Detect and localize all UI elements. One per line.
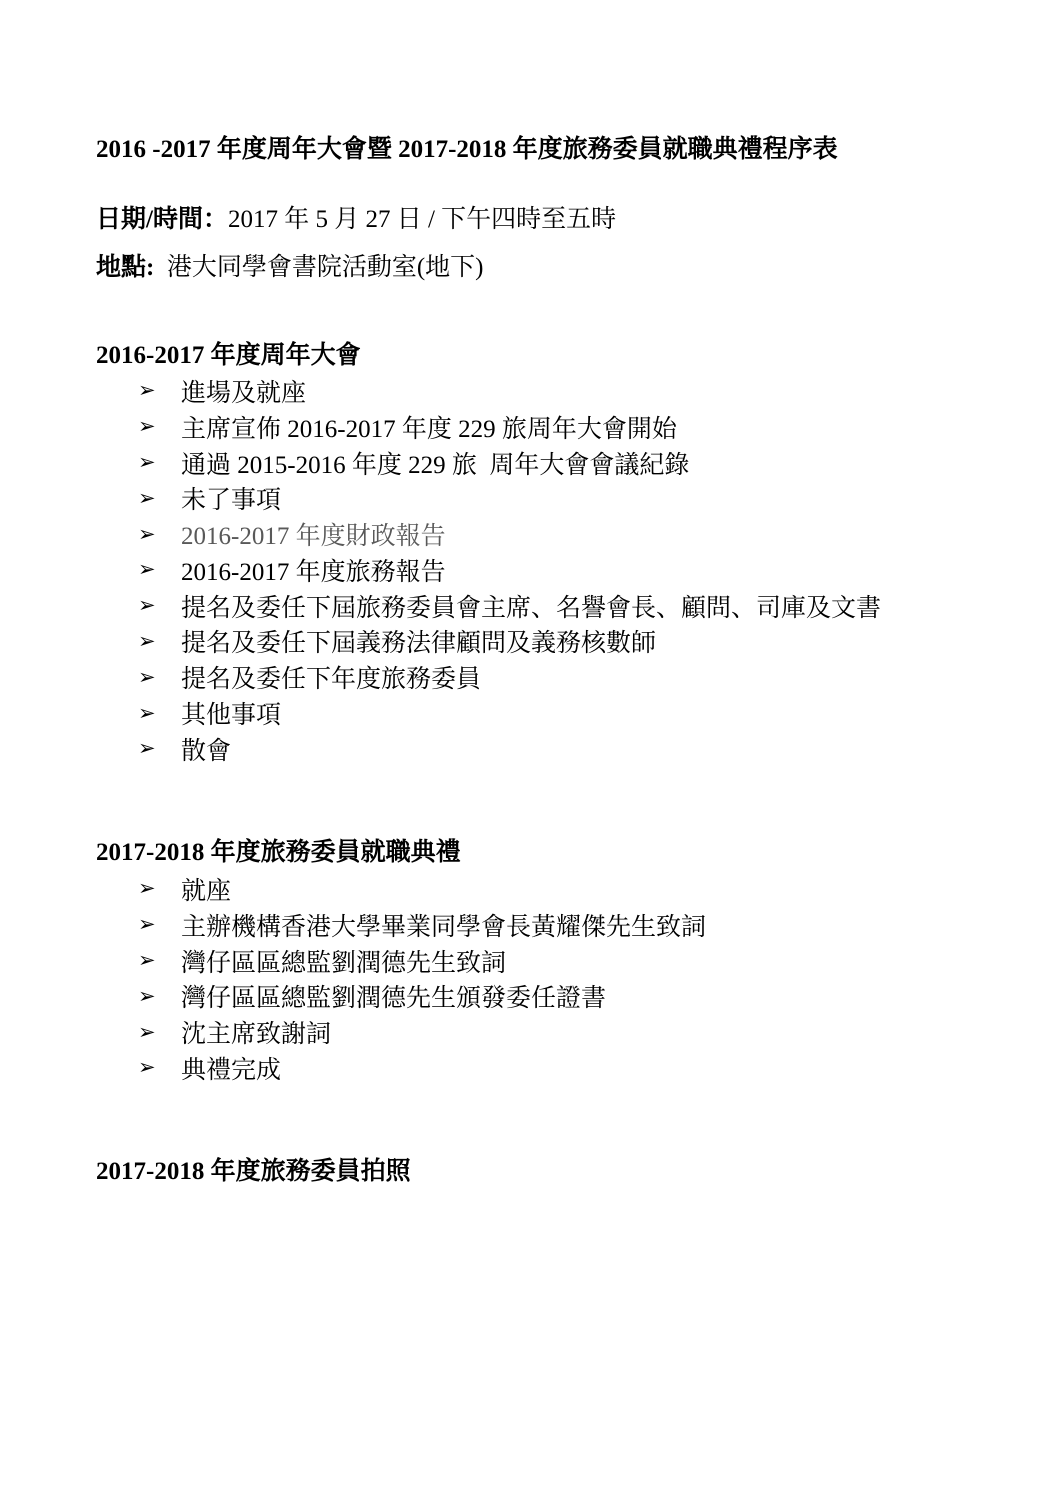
- list-item-text: 灣仔區區總監劉潤德先生致詞: [181, 949, 507, 977]
- arrowhead-bullet-icon: ➢: [138, 947, 156, 972]
- list-item-text: 主辦機構香港大學畢業同學會長黃耀傑先生致詞: [181, 913, 707, 941]
- document-title: 2016 -2017 年度周年大會暨 2017-2018 年度旅務委員就職典禮程序表: [96, 136, 838, 163]
- list-item-text: 灣仔區區總監劉潤德先生頒發委任證書: [181, 985, 607, 1013]
- list-item-text: 2016-2017 年度財政報告: [181, 523, 446, 551]
- arrowhead-bullet-icon: ➢: [138, 664, 156, 689]
- list-item: [130, 373, 881, 409]
- list-item-text: 就座: [181, 877, 232, 905]
- list-item-text: 提名及委任下屆義務法律顧問及義務核數師: [181, 630, 657, 658]
- list-item: [130, 978, 706, 1014]
- arrowhead-bullet-icon: ➢: [138, 593, 156, 618]
- list-item: [130, 480, 881, 516]
- section-heading-inauguration: 2017-2018 年度旅務委員就職典禮: [96, 839, 461, 866]
- arrowhead-bullet-icon: ➢: [138, 983, 156, 1008]
- arrowhead-bullet-icon: ➢: [138, 485, 156, 510]
- list-item: [130, 552, 881, 588]
- list-item-text: 散會: [181, 737, 232, 765]
- arrowhead-bullet-icon: ➢: [138, 378, 156, 403]
- list-item-text: 其他事項: [181, 702, 282, 730]
- venue-line: [96, 252, 483, 284]
- arrowhead-bullet-icon: ➢: [138, 557, 156, 582]
- section-heading-agm: 2016-2017 年度周年大會: [96, 342, 361, 369]
- list-item: [130, 1050, 706, 1086]
- list-item: [130, 659, 881, 695]
- list-item: [130, 516, 881, 552]
- list-item-text: 提名及委任下屆旅務委員會主席、名譽會長、顧問、司庫及文書: [181, 594, 882, 622]
- list-item-text: 典禮完成: [181, 1056, 282, 1084]
- list-item: [130, 907, 706, 943]
- list-item: [130, 871, 706, 907]
- list-item-text: 進場及就座: [181, 379, 307, 407]
- arrowhead-bullet-icon: ➢: [138, 449, 156, 474]
- list-item-text: 2016-2017 年度旅務報告: [181, 558, 446, 586]
- date-time-line: [96, 204, 616, 236]
- list-item: [130, 1014, 706, 1050]
- arrowhead-bullet-icon: ➢: [138, 700, 156, 725]
- arrowhead-bullet-icon: ➢: [138, 912, 156, 937]
- list-item: [130, 409, 881, 445]
- arrowhead-bullet-icon: ➢: [138, 876, 156, 901]
- date-time-label: 日期/時間：: [96, 206, 228, 233]
- list-item-text: 主席宣佈 2016-2017 年度 229 旅周年大會開始: [181, 415, 677, 443]
- section-heading-photo: 2017-2018 年度旅務委員拍照: [96, 1158, 411, 1185]
- list-item: [130, 731, 881, 767]
- arrowhead-bullet-icon: ➢: [138, 736, 156, 761]
- arrowhead-bullet-icon: ➢: [138, 414, 156, 439]
- arrowhead-bullet-icon: ➢: [138, 521, 156, 546]
- arrowhead-bullet-icon: ➢: [138, 1019, 156, 1044]
- venue-label: 地點:: [96, 254, 155, 281]
- list-item: [130, 588, 881, 624]
- list-item: [130, 445, 881, 481]
- list-item: [130, 943, 706, 979]
- list-item-text: 未了事項: [181, 487, 282, 515]
- list-item: [130, 624, 881, 660]
- list-item-text: 沈主席致謝詞: [181, 1021, 332, 1049]
- arrowhead-bullet-icon: ➢: [138, 1055, 156, 1080]
- list-item-text: 提名及委任下年度旅務委員: [181, 666, 482, 694]
- venue-value: 港大同學會書院活動室(地下): [154, 254, 484, 281]
- list-item-text: 通過 2015-2016 年度 229 旅 周年大會會議紀錄: [181, 451, 690, 479]
- arrowhead-bullet-icon: ➢: [138, 628, 156, 653]
- date-time-value: 2017 年 5 月 27 日 / 下午四時至五時: [227, 206, 617, 233]
- list-item: [130, 695, 881, 731]
- agm-agenda-list: [130, 373, 881, 767]
- inauguration-agenda-list: [130, 871, 706, 1086]
